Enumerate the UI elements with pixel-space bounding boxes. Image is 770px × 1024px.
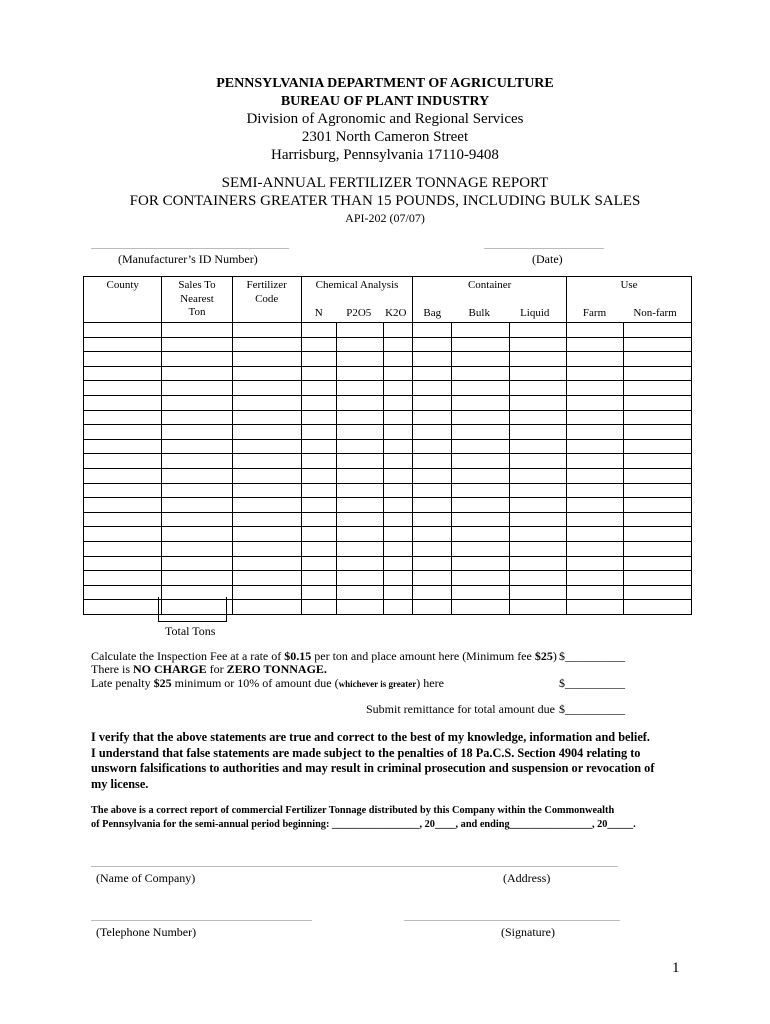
table-cell[interactable] bbox=[510, 527, 567, 542]
col-farm: Farm bbox=[582, 307, 607, 319]
table-cell[interactable] bbox=[336, 454, 383, 469]
table-cell[interactable] bbox=[623, 541, 691, 556]
table-cell[interactable] bbox=[623, 410, 691, 425]
table-cell[interactable] bbox=[301, 381, 336, 396]
table-cell[interactable] bbox=[510, 381, 567, 396]
table-cell[interactable] bbox=[567, 571, 624, 586]
table-cell[interactable] bbox=[301, 556, 336, 571]
table-cell[interactable] bbox=[567, 600, 624, 615]
table-cell[interactable] bbox=[510, 512, 567, 527]
table-cell[interactable] bbox=[384, 527, 413, 542]
table-cell[interactable] bbox=[567, 439, 624, 454]
table-cell[interactable] bbox=[567, 454, 624, 469]
table-cell[interactable] bbox=[336, 323, 383, 338]
table-cell[interactable] bbox=[567, 381, 624, 396]
table-cell[interactable] bbox=[162, 483, 232, 498]
table-cell[interactable] bbox=[413, 483, 452, 498]
table-cell[interactable] bbox=[567, 366, 624, 381]
table-cell[interactable] bbox=[232, 483, 301, 498]
table-cell[interactable] bbox=[510, 352, 567, 367]
table-cell[interactable] bbox=[84, 337, 162, 352]
table-cell[interactable] bbox=[84, 352, 162, 367]
table-cell[interactable] bbox=[232, 410, 301, 425]
table-cell[interactable] bbox=[452, 498, 510, 513]
total-tons-label: Total Tons bbox=[165, 624, 216, 638]
table-cell[interactable] bbox=[84, 323, 162, 338]
table-cell[interactable] bbox=[413, 454, 452, 469]
table-cell[interactable] bbox=[162, 410, 232, 425]
table-cell[interactable] bbox=[452, 512, 510, 527]
table-cell[interactable] bbox=[162, 498, 232, 513]
table-cell[interactable] bbox=[336, 527, 383, 542]
table-cell[interactable] bbox=[336, 381, 383, 396]
table-cell[interactable] bbox=[336, 352, 383, 367]
table-cell[interactable] bbox=[413, 337, 452, 352]
table-cell[interactable] bbox=[510, 571, 567, 586]
table-cell[interactable] bbox=[336, 512, 383, 527]
table-cell[interactable] bbox=[84, 600, 162, 615]
col-bulk: Bulk bbox=[468, 307, 490, 319]
table-cell[interactable] bbox=[301, 498, 336, 513]
table-cell[interactable] bbox=[232, 527, 301, 542]
table-cell[interactable] bbox=[162, 366, 232, 381]
table-cell[interactable] bbox=[384, 425, 413, 440]
table-cell[interactable] bbox=[301, 454, 336, 469]
table-row bbox=[84, 352, 692, 367]
table-cell[interactable] bbox=[384, 395, 413, 410]
table-cell[interactable] bbox=[413, 468, 452, 483]
table-cell[interactable] bbox=[384, 600, 413, 615]
table-cell[interactable] bbox=[384, 498, 413, 513]
table-cell[interactable] bbox=[623, 395, 691, 410]
table-cell[interactable] bbox=[232, 541, 301, 556]
division-name: Division of Agronomic and Regional Services bbox=[246, 111, 524, 127]
no-charge-text: There is NO CHARGE for ZERO TONNAGE. bbox=[91, 662, 327, 676]
table-cell[interactable] bbox=[567, 410, 624, 425]
table-cell[interactable] bbox=[452, 527, 510, 542]
table-cell[interactable] bbox=[413, 381, 452, 396]
col-county: County bbox=[84, 277, 162, 323]
table-cell[interactable] bbox=[336, 585, 383, 600]
table-cell[interactable] bbox=[567, 498, 624, 513]
table-row bbox=[84, 512, 692, 527]
table-cell[interactable] bbox=[384, 454, 413, 469]
table-cell[interactable] bbox=[232, 439, 301, 454]
table-row bbox=[84, 454, 692, 469]
table-row bbox=[84, 366, 692, 381]
table-cell[interactable] bbox=[623, 512, 691, 527]
table-cell[interactable] bbox=[384, 571, 413, 586]
table-cell[interactable] bbox=[84, 541, 162, 556]
col-p2o5: P2O5 bbox=[346, 307, 372, 319]
col-chemical-analysis: Chemical Analysis N P2O5 K2O bbox=[301, 277, 412, 323]
col-sales: Sales To Nearest Ton bbox=[162, 277, 232, 323]
table-row bbox=[84, 410, 692, 425]
inspection-fee-blank[interactable]: $__________ bbox=[559, 649, 625, 663]
table-cell[interactable] bbox=[232, 381, 301, 396]
table-row bbox=[84, 498, 692, 513]
table-cell[interactable] bbox=[232, 352, 301, 367]
table-cell[interactable] bbox=[336, 571, 383, 586]
table-cell[interactable] bbox=[84, 425, 162, 440]
table-cell[interactable] bbox=[510, 556, 567, 571]
table-cell[interactable] bbox=[301, 323, 336, 338]
table-row bbox=[84, 425, 692, 440]
manufacturer-id-label: (Manufacturer’s ID Number) bbox=[118, 252, 258, 266]
table-cell[interactable] bbox=[384, 323, 413, 338]
table-cell[interactable] bbox=[413, 352, 452, 367]
table-cell[interactable] bbox=[232, 600, 301, 615]
date-line[interactable] bbox=[484, 248, 604, 249]
table-cell[interactable] bbox=[84, 395, 162, 410]
table-cell[interactable] bbox=[232, 571, 301, 586]
table-cell[interactable] bbox=[413, 439, 452, 454]
late-penalty-text: Late penalty $25 minimum or 10% of amount due (whichever is greater) here bbox=[91, 676, 444, 690]
table-cell[interactable] bbox=[301, 410, 336, 425]
table-cell[interactable] bbox=[336, 410, 383, 425]
table-cell[interactable] bbox=[413, 541, 452, 556]
company-name-label: (Name of Company) bbox=[96, 871, 196, 885]
table-cell[interactable] bbox=[567, 541, 624, 556]
table-cell[interactable] bbox=[162, 352, 232, 367]
table-cell[interactable] bbox=[162, 454, 232, 469]
table-cell[interactable] bbox=[567, 352, 624, 367]
table-cell[interactable] bbox=[567, 527, 624, 542]
table-cell[interactable] bbox=[452, 556, 510, 571]
table-cell[interactable] bbox=[567, 395, 624, 410]
col-use: Use Farm Non-farm bbox=[567, 277, 692, 323]
table-cell[interactable] bbox=[623, 498, 691, 513]
table-cell[interactable] bbox=[384, 381, 413, 396]
table-cell[interactable] bbox=[452, 571, 510, 586]
table-cell[interactable] bbox=[232, 425, 301, 440]
col-liquid: Liquid bbox=[520, 307, 550, 319]
table-cell[interactable] bbox=[452, 381, 510, 396]
table-cell[interactable] bbox=[336, 337, 383, 352]
report-title-line2: FOR CONTAINERS GREATER THAN 15 POUNDS, INCLUDING BULK SALES bbox=[129, 193, 641, 209]
table-cell[interactable] bbox=[336, 366, 383, 381]
company-address-line[interactable] bbox=[91, 866, 618, 867]
table-cell[interactable] bbox=[510, 600, 567, 615]
table-cell[interactable] bbox=[452, 395, 510, 410]
table-cell[interactable] bbox=[84, 366, 162, 381]
table-cell[interactable] bbox=[510, 498, 567, 513]
col-fertilizer-code: Fertilizer Code bbox=[232, 277, 301, 323]
table-cell[interactable] bbox=[413, 571, 452, 586]
col-bag: Bag bbox=[423, 307, 442, 319]
table-row bbox=[84, 483, 692, 498]
table-cell[interactable] bbox=[623, 352, 691, 367]
table-row bbox=[84, 541, 692, 556]
table-cell[interactable] bbox=[567, 556, 624, 571]
table-row bbox=[84, 323, 692, 338]
table-cell[interactable] bbox=[623, 556, 691, 571]
table-cell[interactable] bbox=[336, 600, 383, 615]
table-cell[interactable] bbox=[336, 439, 383, 454]
dept-title: PENNSYLVANIA DEPARTMENT OF AGRICULTURE bbox=[216, 76, 554, 91]
table-row bbox=[84, 527, 692, 542]
table-cell[interactable] bbox=[84, 498, 162, 513]
tonnage-table bbox=[83, 276, 692, 615]
table-cell[interactable] bbox=[623, 585, 691, 600]
table-cell[interactable] bbox=[384, 556, 413, 571]
table-cell[interactable] bbox=[301, 512, 336, 527]
col-nonfarm: Non-farm bbox=[633, 307, 677, 319]
table-cell[interactable] bbox=[413, 395, 452, 410]
table-cell[interactable] bbox=[510, 468, 567, 483]
table-cell[interactable] bbox=[301, 541, 336, 556]
table-cell[interactable] bbox=[232, 556, 301, 571]
table-cell[interactable] bbox=[452, 366, 510, 381]
table-cell[interactable] bbox=[413, 366, 452, 381]
table-cell[interactable] bbox=[567, 323, 624, 338]
table-cell[interactable] bbox=[232, 395, 301, 410]
table-cell[interactable] bbox=[336, 395, 383, 410]
table-cell[interactable] bbox=[336, 483, 383, 498]
table-cell[interactable] bbox=[84, 585, 162, 600]
table-cell[interactable] bbox=[567, 468, 624, 483]
table-cell[interactable] bbox=[623, 381, 691, 396]
table-cell[interactable] bbox=[510, 483, 567, 498]
table-cell[interactable] bbox=[84, 439, 162, 454]
table-cell[interactable] bbox=[623, 425, 691, 440]
table-cell[interactable] bbox=[510, 425, 567, 440]
table-cell[interactable] bbox=[301, 527, 336, 542]
table-cell[interactable] bbox=[301, 571, 336, 586]
table-cell[interactable] bbox=[567, 585, 624, 600]
table-row bbox=[84, 381, 692, 396]
table-cell[interactable] bbox=[623, 366, 691, 381]
table-cell[interactable] bbox=[452, 483, 510, 498]
city-address: Harrisburg, Pennsylvania 17110-9408 bbox=[271, 147, 499, 163]
table-cell[interactable] bbox=[623, 483, 691, 498]
table-cell[interactable] bbox=[301, 395, 336, 410]
table-cell[interactable] bbox=[452, 439, 510, 454]
manufacturer-id-line[interactable] bbox=[91, 248, 289, 249]
table-cell[interactable] bbox=[452, 425, 510, 440]
table-cell[interactable] bbox=[452, 352, 510, 367]
table-cell[interactable] bbox=[623, 468, 691, 483]
report-period-statement: The above is a correct report of commercial Fertilizer Tonnage distributed by this Company within the Commonwealth of Pennsylvania for the semi-annual period beginning: _________________, 20____, and ending________________, 20_____. bbox=[91, 805, 636, 830]
table-cell[interactable] bbox=[84, 556, 162, 571]
bureau-title: BUREAU OF PLANT INDUSTRY bbox=[280, 94, 490, 109]
table-cell[interactable] bbox=[567, 337, 624, 352]
late-penalty-blank[interactable]: $__________ bbox=[559, 676, 625, 690]
table-cell[interactable] bbox=[567, 483, 624, 498]
table-cell[interactable] bbox=[413, 425, 452, 440]
table-cell[interactable] bbox=[84, 527, 162, 542]
table-cell[interactable] bbox=[510, 395, 567, 410]
table-cell[interactable] bbox=[384, 585, 413, 600]
table-cell[interactable] bbox=[162, 512, 232, 527]
table-cell[interactable] bbox=[510, 337, 567, 352]
table-cell[interactable] bbox=[84, 410, 162, 425]
table-cell[interactable] bbox=[510, 541, 567, 556]
report-title-line1: SEMI-ANNUAL FERTILIZER TONNAGE REPORT bbox=[221, 175, 549, 191]
form-id: API-202 (07/07) bbox=[345, 211, 425, 225]
table-cell[interactable] bbox=[232, 498, 301, 513]
table-cell[interactable] bbox=[301, 468, 336, 483]
telephone-label: (Telephone Number) bbox=[96, 925, 197, 939]
table-cell[interactable] bbox=[510, 585, 567, 600]
table-cell[interactable] bbox=[301, 425, 336, 440]
col-k2o: K2O bbox=[385, 307, 407, 319]
table-cell[interactable] bbox=[452, 541, 510, 556]
table-cell[interactable] bbox=[232, 468, 301, 483]
table-cell[interactable] bbox=[232, 512, 301, 527]
table-cell[interactable] bbox=[567, 512, 624, 527]
table-cell[interactable] bbox=[567, 425, 624, 440]
table-cell[interactable] bbox=[84, 381, 162, 396]
table-row bbox=[84, 571, 692, 586]
table-cell[interactable] bbox=[384, 366, 413, 381]
table-cell[interactable] bbox=[232, 366, 301, 381]
table-cell[interactable] bbox=[384, 352, 413, 367]
table-cell[interactable] bbox=[336, 541, 383, 556]
table-cell[interactable] bbox=[162, 425, 232, 440]
table-cell[interactable] bbox=[452, 454, 510, 469]
table-cell[interactable] bbox=[623, 571, 691, 586]
table-cell[interactable] bbox=[623, 527, 691, 542]
table-cell[interactable] bbox=[162, 527, 232, 542]
table-cell[interactable] bbox=[413, 323, 452, 338]
signature-label: (Signature) bbox=[501, 925, 555, 939]
table-cell[interactable] bbox=[384, 468, 413, 483]
table-cell[interactable] bbox=[162, 541, 232, 556]
table-cell[interactable] bbox=[413, 556, 452, 571]
table-header-row bbox=[84, 277, 692, 323]
table-cell[interactable] bbox=[336, 468, 383, 483]
table-cell[interactable] bbox=[452, 600, 510, 615]
table-cell[interactable] bbox=[301, 483, 336, 498]
table-cell[interactable] bbox=[623, 323, 691, 338]
certification-statement: I verify that the above statements are true and correct to the best of my knowledge, information and belief. I understand that false statements are made subject to the penalties of 18 Pa.C.S. Section 4904 relating to unsworn falsifications to authorities and may result in criminal prosecution and suspension or revocation of my license. bbox=[91, 730, 655, 791]
table-cell[interactable] bbox=[232, 337, 301, 352]
table-cell[interactable] bbox=[162, 556, 232, 571]
date-label: (Date) bbox=[532, 252, 563, 266]
table-cell[interactable] bbox=[336, 498, 383, 513]
table-cell[interactable] bbox=[413, 410, 452, 425]
table-cell[interactable] bbox=[384, 512, 413, 527]
table-cell[interactable] bbox=[623, 439, 691, 454]
table-cell[interactable] bbox=[413, 512, 452, 527]
table-cell[interactable] bbox=[452, 468, 510, 483]
table-cell[interactable] bbox=[510, 454, 567, 469]
table-row bbox=[84, 395, 692, 410]
table-cell[interactable] bbox=[84, 468, 162, 483]
total-tons-box[interactable] bbox=[158, 597, 227, 622]
table-cell[interactable] bbox=[384, 439, 413, 454]
table-cell[interactable] bbox=[413, 527, 452, 542]
table-cell[interactable] bbox=[162, 468, 232, 483]
table-cell[interactable] bbox=[510, 366, 567, 381]
table-cell[interactable] bbox=[623, 454, 691, 469]
table-cell[interactable] bbox=[623, 337, 691, 352]
table-cell[interactable] bbox=[384, 337, 413, 352]
table-cell[interactable] bbox=[384, 410, 413, 425]
table-cell[interactable] bbox=[452, 323, 510, 338]
table-cell[interactable] bbox=[336, 425, 383, 440]
table-cell[interactable] bbox=[84, 483, 162, 498]
table-cell[interactable] bbox=[510, 410, 567, 425]
table-cell[interactable] bbox=[162, 323, 232, 338]
telephone-line[interactable] bbox=[91, 920, 312, 921]
table-cell[interactable] bbox=[413, 585, 452, 600]
table-cell[interactable] bbox=[84, 454, 162, 469]
page-number: 1 bbox=[672, 960, 680, 976]
table-cell[interactable] bbox=[413, 600, 452, 615]
total-due-blank[interactable]: $__________ bbox=[559, 702, 625, 716]
table-row bbox=[84, 468, 692, 483]
table-cell[interactable] bbox=[510, 439, 567, 454]
table-cell[interactable] bbox=[452, 337, 510, 352]
table-cell[interactable] bbox=[162, 381, 232, 396]
table-cell[interactable] bbox=[162, 395, 232, 410]
street-address: 2301 North Cameron Street bbox=[301, 129, 469, 145]
table-cell[interactable] bbox=[232, 454, 301, 469]
address-label: (Address) bbox=[503, 871, 551, 885]
fee-calc-text: Calculate the Inspection Fee at a rate of $0.15 per ton and place amount here (Minimum fee $25) bbox=[91, 649, 557, 663]
table-cell[interactable] bbox=[413, 498, 452, 513]
table-cell[interactable] bbox=[84, 571, 162, 586]
table-cell[interactable] bbox=[384, 541, 413, 556]
table-cell[interactable] bbox=[384, 483, 413, 498]
table-cell[interactable] bbox=[452, 585, 510, 600]
table-cell[interactable] bbox=[301, 585, 336, 600]
table-cell[interactable] bbox=[452, 410, 510, 425]
table-cell[interactable] bbox=[162, 439, 232, 454]
table-cell[interactable] bbox=[301, 366, 336, 381]
table-cell[interactable] bbox=[301, 337, 336, 352]
table-row bbox=[84, 439, 692, 454]
table-cell[interactable] bbox=[162, 571, 232, 586]
table-cell[interactable] bbox=[336, 556, 383, 571]
table-cell[interactable] bbox=[232, 323, 301, 338]
table-cell[interactable] bbox=[232, 585, 301, 600]
col-n: N bbox=[314, 307, 323, 319]
table-cell[interactable] bbox=[301, 600, 336, 615]
signature-line[interactable] bbox=[404, 920, 620, 921]
table-cell[interactable] bbox=[84, 512, 162, 527]
table-cell[interactable] bbox=[623, 600, 691, 615]
table-cell[interactable] bbox=[162, 337, 232, 352]
table-cell[interactable] bbox=[301, 439, 336, 454]
table-cell[interactable] bbox=[510, 323, 567, 338]
submit-remittance-text: Submit remittance for total amount due bbox=[366, 702, 555, 716]
col-container: Container Bag Bulk Liquid bbox=[413, 277, 567, 323]
table-row bbox=[84, 337, 692, 352]
table-row bbox=[84, 556, 692, 571]
table-cell[interactable] bbox=[301, 352, 336, 367]
